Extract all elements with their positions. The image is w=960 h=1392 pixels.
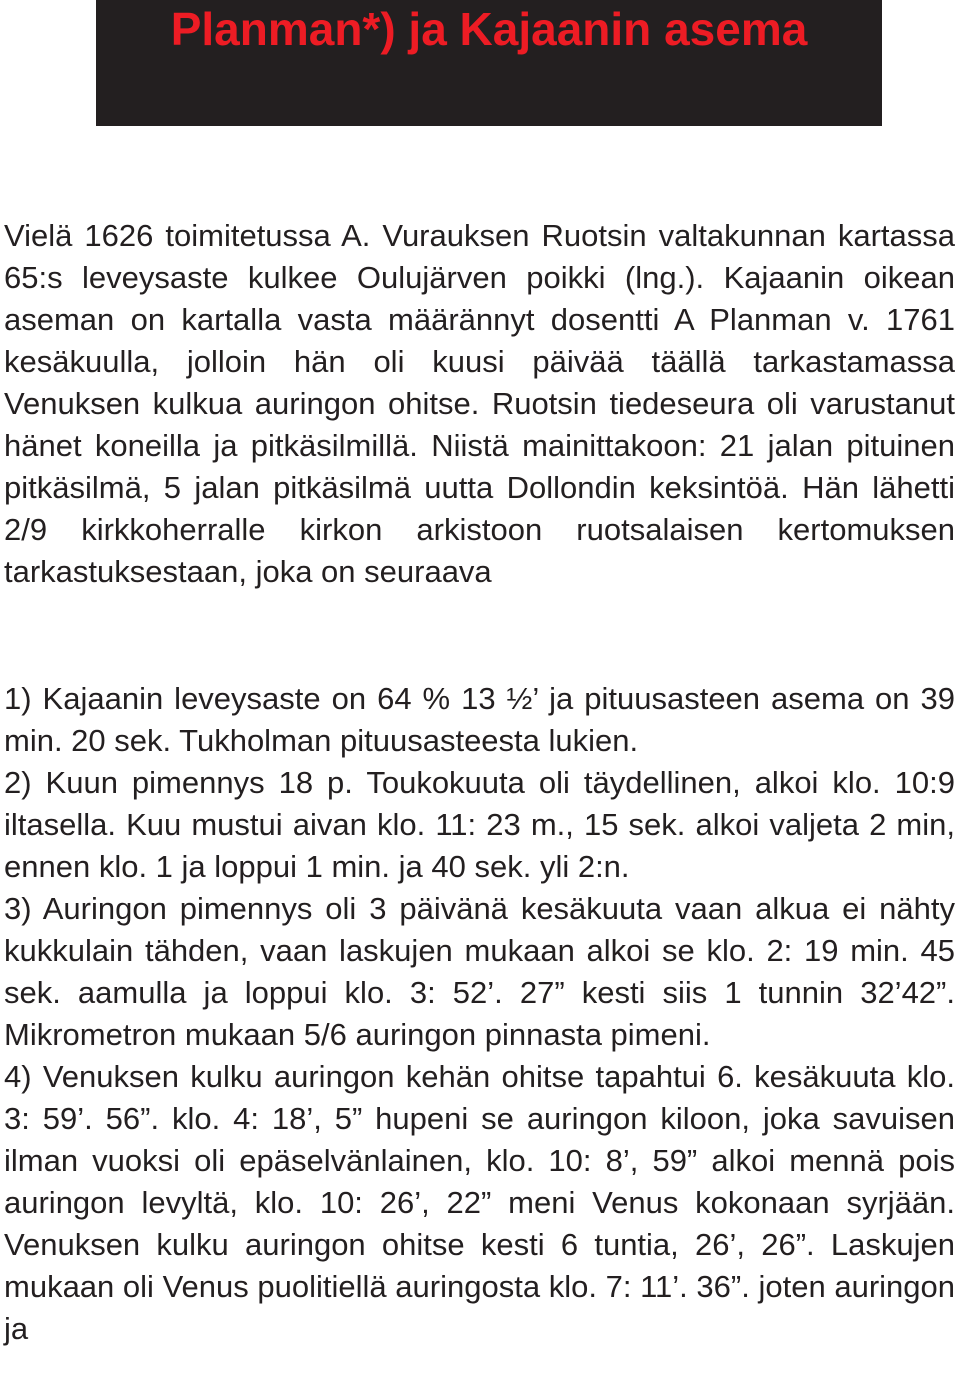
observation-list xyxy=(4,678,955,1350)
page-title: Planman*) ja Kajaanin asema xyxy=(170,3,808,55)
intro-paragraph: Vielä 1626 toimitetussa A. Vurauksen Ruotsin valtakunnan kartassa 65:s leveysaste kulkee Oulujärven poikki (lng.). Kajaanin oikean aseman on kartalla vasta määrännyt dosentti A Planman v. 1761 kesäkuulla, jolloin hän oli kuusi päivää täällä tarkastamassa Venuksen kulkua auringon ohitse. Ruotsin tiedeseura oli varustanut hänet koneilla ja pitkäsilmillä. Niistä mainittakoon: 21 jalan pituinen pitkäsilmä, 5 jalan pitkäsilmä uutta Dollondin keksintöä. Hän lähetti 2/9 kirkkoherralle kirkon arkistoon ruotsalaisen kertomuksen tarkastuksestaan, joka on seuraava xyxy=(4,218,955,589)
title-banner xyxy=(96,0,882,126)
list-item: 1) Kajaanin leveysaste on 64 % 13 ½’ ja pituusasteen asema on 39 min. 20 sek. Tukholman pituusasteesta lukien. xyxy=(4,681,955,758)
list-item: 2) Kuun pimennys 18 p. Toukokuuta oli täydellinen, alkoi klo. 10:9 iltasella. Kuu mustui aivan klo. 11: 23 m., 15 sek. alkoi valjeta 2 min, ennen klo. 1 ja loppui 1 min. ja 40 sek. yli 2:n. xyxy=(4,765,955,884)
list-item: 3) Auringon pimennys oli 3 päivänä kesäkuuta vaan alkua ei nähty kukkulain tähden, vaan laskujen mukaan alkoi se klo. 2: 19 min. 45 sek. aamulla ja loppui klo. 3: 52’. 27” kesti siis 1 tunnin 32’42”. Mikrometron mukaan 5/6 auringon pinnasta pimeni. xyxy=(4,891,955,1052)
list-item: 4) Venuksen kulku auringon kehän ohitse tapahtui 6. kesäkuuta klo. 3: 59’. 56”. klo. 4: 18’, 5” hupeni se auringon kiloon, joka savuisen ilman vuoksi oli epäselvänlainen, klo. 10: 8’, 59” alkoi mennä pois auringon levyltä, klo. 10: 26’, 22” meni Venus kokonaan syrjään. Venuksen kulku auringon ohitse kesti 6 tuntia, 26’, 26”. Laskujen mukaan oli Venus puolitiellä auringosta klo. 7: 11’. 36”. joten auringon ja xyxy=(4,1059,955,1346)
